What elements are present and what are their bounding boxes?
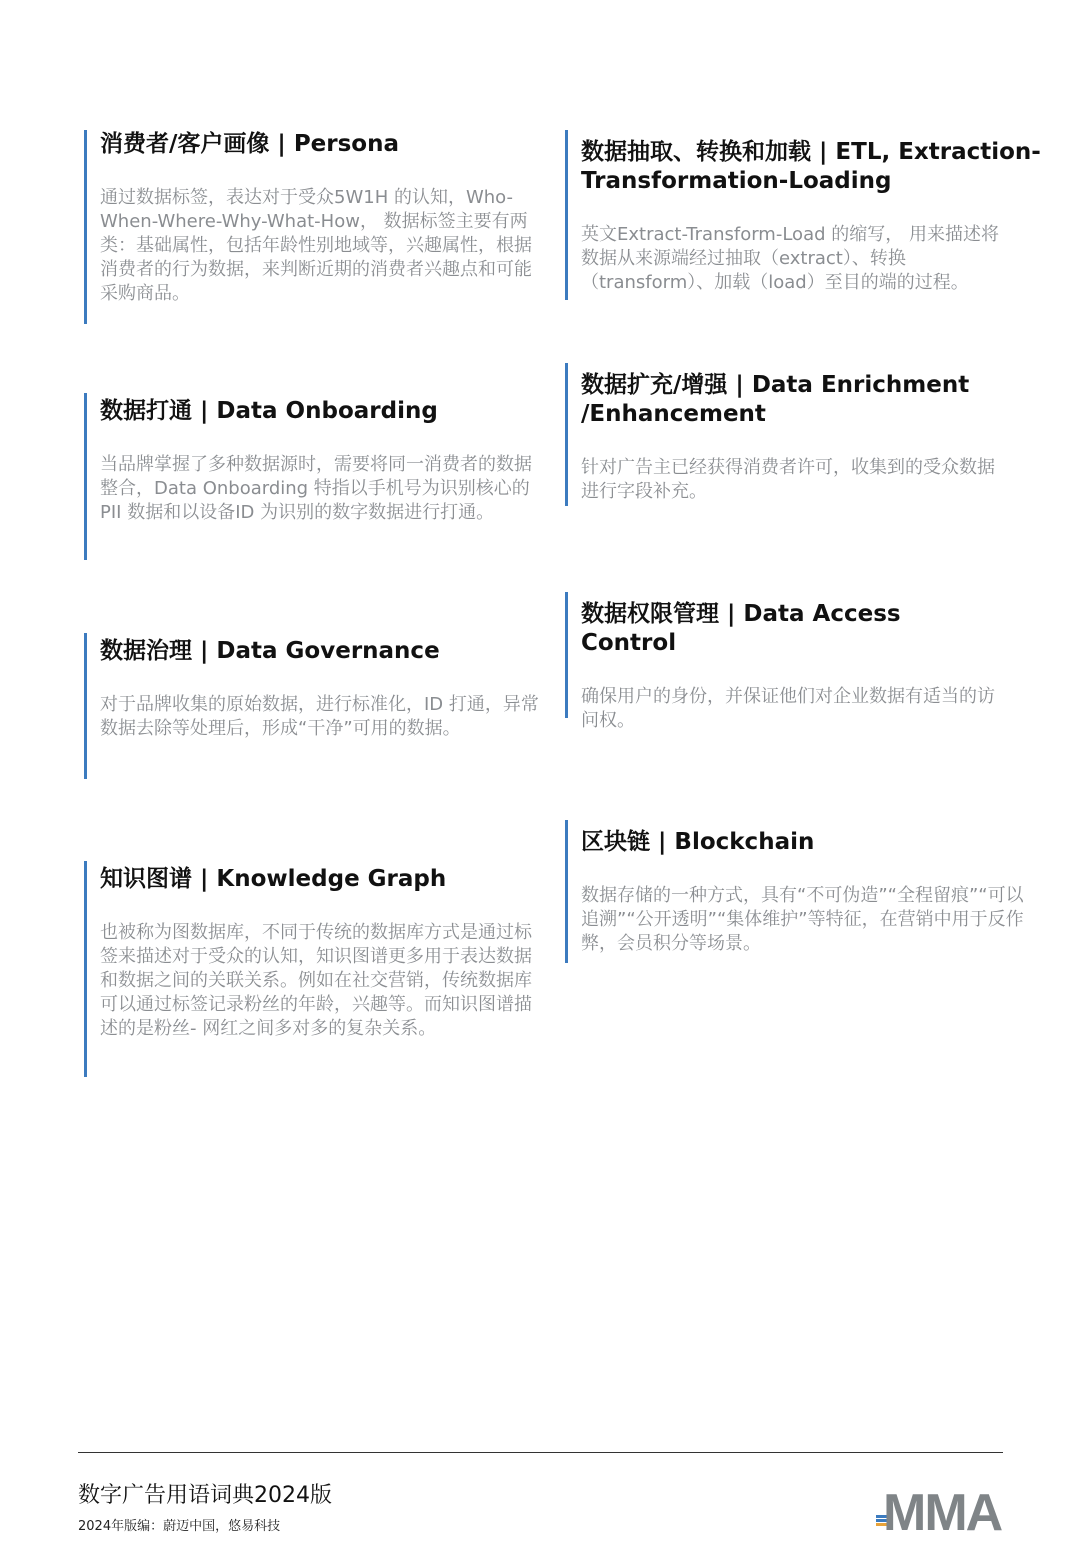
entry-body: 英文Extract-Transform-Load 的缩写， 用来描述将数据从来源端经过抽取（extract）、转换（transform）、加载（load）至目的端的过程。 xyxy=(581,224,999,293)
footer-credit: 2024年版编：蔚迈中国，悠易科技 xyxy=(78,1519,281,1534)
entry-body: 对于品牌收集的原始数据，进行标准化，ID 打通，异常数据去除等处理后，形成“干净”可用的数据。 xyxy=(100,694,539,739)
entry-body: 通过数据标签，表达对于受众5W1H 的认知，Who-When-Where-Why-What-How， 数据标签主要有两类：基础属性，包括年龄性别地域等，兴趣属性，根据消费者的行为数据，来判断近期的消费者兴趣点和可能采购商品。 xyxy=(100,187,532,304)
entry-title: 数据抽取、转换和加载 | ETL, Extraction-Transformation-Loading xyxy=(581,139,1041,194)
footer-title: 数字广告用语词典2024版 xyxy=(78,1483,332,1508)
glossary-entry-data-governance xyxy=(84,633,544,779)
footer-divider xyxy=(78,1452,1003,1453)
entry-title: 知识图谱 | Knowledge Graph xyxy=(100,866,447,892)
logo-text: MMA xyxy=(883,1486,1002,1532)
glossary-entry-etl xyxy=(565,130,1055,300)
glossary-entry-data-enrichment xyxy=(565,363,995,506)
mma-logo xyxy=(876,1486,1021,1532)
entry-title: 数据打通 | Data Onboarding xyxy=(100,398,438,424)
entry-body: 也被称为图数据库，不同于传统的数据库方式是通过标签来描述对于受众的认知，知识图谱更多用于表达数据和数据之间的关联关系。例如在社交营销，传统数据库可以通过标签记录粉丝的年龄，兴趣等。而知识图谱描述的是粉丝- 网红之间多对多的复杂关系。 xyxy=(100,922,532,1039)
entry-body: 数据存储的一种方式，具有“不可伪造”“全程留痕”“可以追溯”“公开透明”“集体维护”等特征，在营销中用于反作弊，会员积分等场景。 xyxy=(581,885,1024,954)
glossary-entry-blockchain xyxy=(565,820,1025,963)
entry-title: 数据治理 | Data Governance xyxy=(100,638,440,664)
entry-title: 数据权限管理 | Data Access Control xyxy=(581,601,901,656)
entry-body: 确保用户的身份，并保证他们对企业数据有适当的访问权。 xyxy=(581,686,995,731)
entry-body: 当品牌掌握了多种数据源时，需要将同一消费者的数据整合，Data Onboarding 特指以手机号为识别核心的PII 数据和以设备ID 为识别的数字数据进行打通。 xyxy=(100,454,532,523)
entry-title: 消费者/客户画像 | Persona xyxy=(100,131,399,157)
entry-title: 区块链 | Blockchain xyxy=(581,829,815,855)
glossary-entry-data-onboarding xyxy=(84,393,544,560)
glossary-entry-data-access-control xyxy=(565,592,995,731)
glossary-entry-persona xyxy=(84,130,544,324)
entry-body: 针对广告主已经获得消费者许可，收集到的受众数据进行字段补充。 xyxy=(581,457,995,502)
entry-title: 数据扩充/增强 | Data Enrichment /Enhancement xyxy=(581,372,970,427)
glossary-entry-knowledge-graph xyxy=(84,861,544,1077)
